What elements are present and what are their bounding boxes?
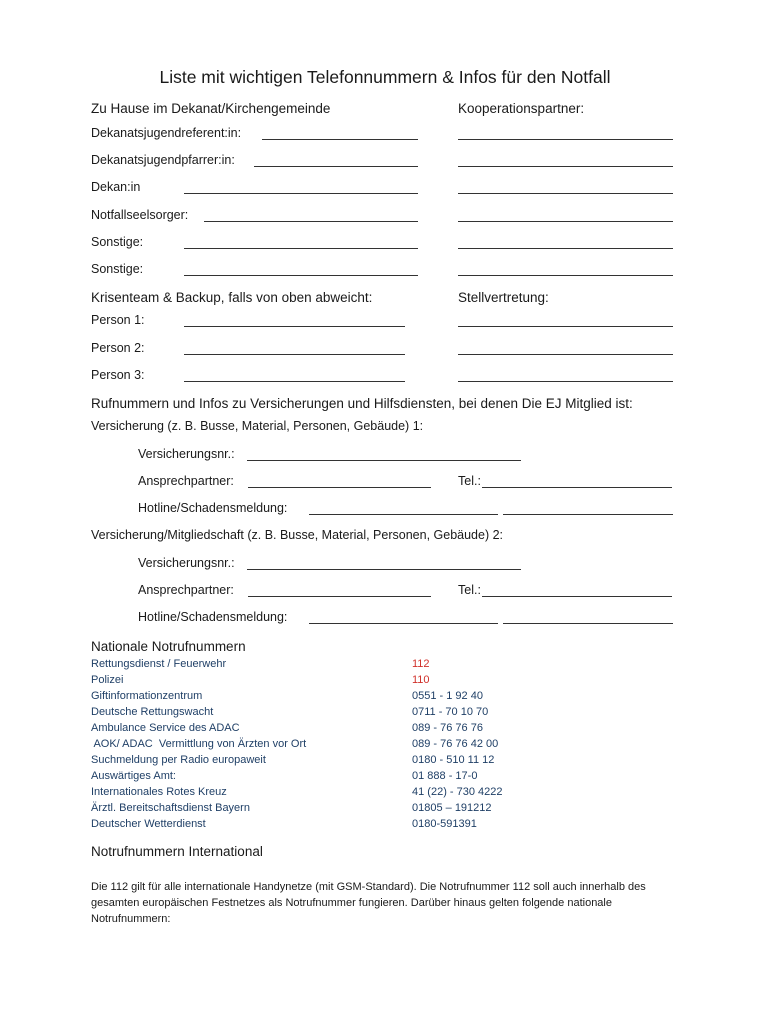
- emergency-name: Ärztl. Bereitschaftsdienst Bayern: [91, 802, 250, 814]
- input-line-deputy-3[interactable]: [458, 381, 673, 382]
- input-line-hotline-1a[interactable]: [309, 514, 498, 515]
- emergency-number: 089 - 76 76 42 00: [412, 738, 499, 750]
- emergency-number: 0551 - 1 92 40: [412, 690, 483, 702]
- field-label-sonstige-1: Sonstige:: [91, 235, 144, 249]
- emergency-number: 112: [412, 658, 430, 670]
- input-line-phone-1[interactable]: [482, 487, 672, 488]
- input-line-contact-1[interactable]: [248, 487, 431, 488]
- input-line-person-2[interactable]: [184, 354, 405, 355]
- section-heading-deputy: Stellvertretung:: [458, 290, 549, 305]
- field-label-person-1: Person 1:: [91, 313, 145, 327]
- field-label-seelsorger: Notfallseelsorger:: [91, 208, 189, 222]
- field-label-dekan: Dekan:in: [91, 180, 141, 194]
- international-paragraph: Die 112 gilt für alle internationale Handynetze (mit GSM-Standard). Die Notrufnummer 112 soll auch innerhalb des gesamten europäischen Festnetzes als Notrufnummer fungieren. Darüber hinaus gelten folgende nationale Notrufnummern:: [91, 881, 646, 925]
- insurance-2-label: Versicherung/Mitgliedschaft (z. B. Busse, Material, Personen, Gebäude) 2:: [91, 528, 504, 542]
- hotline-label-1: Hotline/Schadensmeldung:: [138, 501, 288, 515]
- field-label-person-3: Person 3:: [91, 368, 145, 382]
- emergency-number: 089 - 76 76 76: [412, 722, 483, 734]
- input-line-policy-1[interactable]: [247, 460, 521, 461]
- page-title: Liste mit wichtigen Telefonnummern & Infos für den Notfall: [159, 67, 611, 87]
- emergency-name: Ambulance Service des ADAC: [91, 722, 240, 734]
- input-line-seelsorger[interactable]: [204, 221, 418, 222]
- input-line-partner-6[interactable]: [458, 275, 673, 276]
- contact-label-1: Ansprechpartner:: [138, 474, 234, 488]
- input-line-phone-2[interactable]: [482, 596, 672, 597]
- input-line-person-3[interactable]: [184, 381, 405, 382]
- input-line-partner-4[interactable]: [458, 221, 673, 222]
- input-line-partner-3[interactable]: [458, 193, 673, 194]
- policy-label-1: Versicherungsnr.:: [138, 447, 235, 461]
- input-line-hotline-2b[interactable]: [503, 623, 673, 624]
- input-line-sonstige-1[interactable]: [184, 248, 418, 249]
- input-line-deputy-1[interactable]: [458, 326, 673, 327]
- field-label-person-2: Person 2:: [91, 341, 145, 355]
- emergency-name: Internationales Rotes Kreuz: [91, 786, 227, 798]
- emergency-number: 0711 - 70 10 70: [412, 706, 489, 718]
- section-heading-home: Zu Hause im Dekanat/Kirchengemeinde: [91, 101, 331, 116]
- input-line-hotline-2a[interactable]: [309, 623, 498, 624]
- emergency-name: Giftinformationzentrum: [91, 690, 203, 702]
- contact-label-2: Ansprechpartner:: [138, 583, 234, 597]
- input-line-policy-2[interactable]: [247, 569, 521, 570]
- hotline-label-2: Hotline/Schadensmeldung:: [138, 610, 288, 624]
- input-line-partner-1[interactable]: [458, 139, 673, 140]
- emergency-name: Polizei: [91, 674, 124, 686]
- section-heading-crisis: Krisenteam & Backup, falls von oben abweicht:: [91, 290, 373, 305]
- input-line-partner-5[interactable]: [458, 248, 673, 249]
- emergency-number: 0180 - 510 11 12: [412, 754, 495, 766]
- input-line-sonstige-2[interactable]: [184, 275, 418, 276]
- section-heading-international: Notrufnummern International: [91, 844, 263, 859]
- phone-label-1: Tel.:: [458, 474, 481, 488]
- input-line-pfarrer[interactable]: [254, 166, 418, 167]
- emergency-name: Deutscher Wetterdienst: [91, 818, 206, 830]
- emergency-number: 01 888 - 17-0: [412, 770, 478, 782]
- field-label-referent: Dekanatsjugendreferent:in:: [91, 126, 242, 140]
- policy-label-2: Versicherungsnr.:: [138, 556, 235, 570]
- emergency-name: Rettungsdienst / Feuerwehr: [91, 658, 227, 670]
- emergency-name: Deutsche Rettungswacht: [91, 706, 214, 718]
- input-line-partner-2[interactable]: [458, 166, 673, 167]
- field-label-sonstige-2: Sonstige:: [91, 262, 144, 276]
- phone-label-2: Tel.:: [458, 583, 481, 597]
- input-line-hotline-1b[interactable]: [503, 514, 673, 515]
- emergency-number: 01805 – 191212: [412, 802, 492, 814]
- emergency-number: 41 (22) - 730 4222: [412, 786, 503, 798]
- input-line-deputy-2[interactable]: [458, 354, 673, 355]
- input-line-dekan[interactable]: [184, 193, 418, 194]
- input-line-referent[interactable]: [262, 139, 418, 140]
- input-line-person-1[interactable]: [184, 326, 405, 327]
- section-heading-national: Nationale Notrufnummern: [91, 639, 246, 654]
- field-label-pfarrer: Dekanatsjugendpfarrer:in:: [91, 153, 235, 167]
- section-heading-insurance: Rufnummern und Infos zu Versicherungen und Hilfsdiensten, bei denen Die EJ Mitglied ist:: [91, 396, 633, 411]
- emergency-name: AOK/ ADAC Vermittlung von Ärzten vor Ort: [91, 738, 307, 750]
- emergency-name: Auswärtiges Amt:: [91, 770, 176, 782]
- emergency-name: Suchmeldung per Radio europaweit: [91, 754, 266, 766]
- emergency-number: 110: [412, 674, 430, 686]
- insurance-1-label: Versicherung (z. B. Busse, Material, Personen, Gebäude) 1:: [91, 419, 424, 433]
- emergency-number: 0180-591391: [412, 818, 477, 830]
- section-heading-partner: Kooperationspartner:: [458, 101, 585, 116]
- input-line-contact-2[interactable]: [248, 596, 431, 597]
